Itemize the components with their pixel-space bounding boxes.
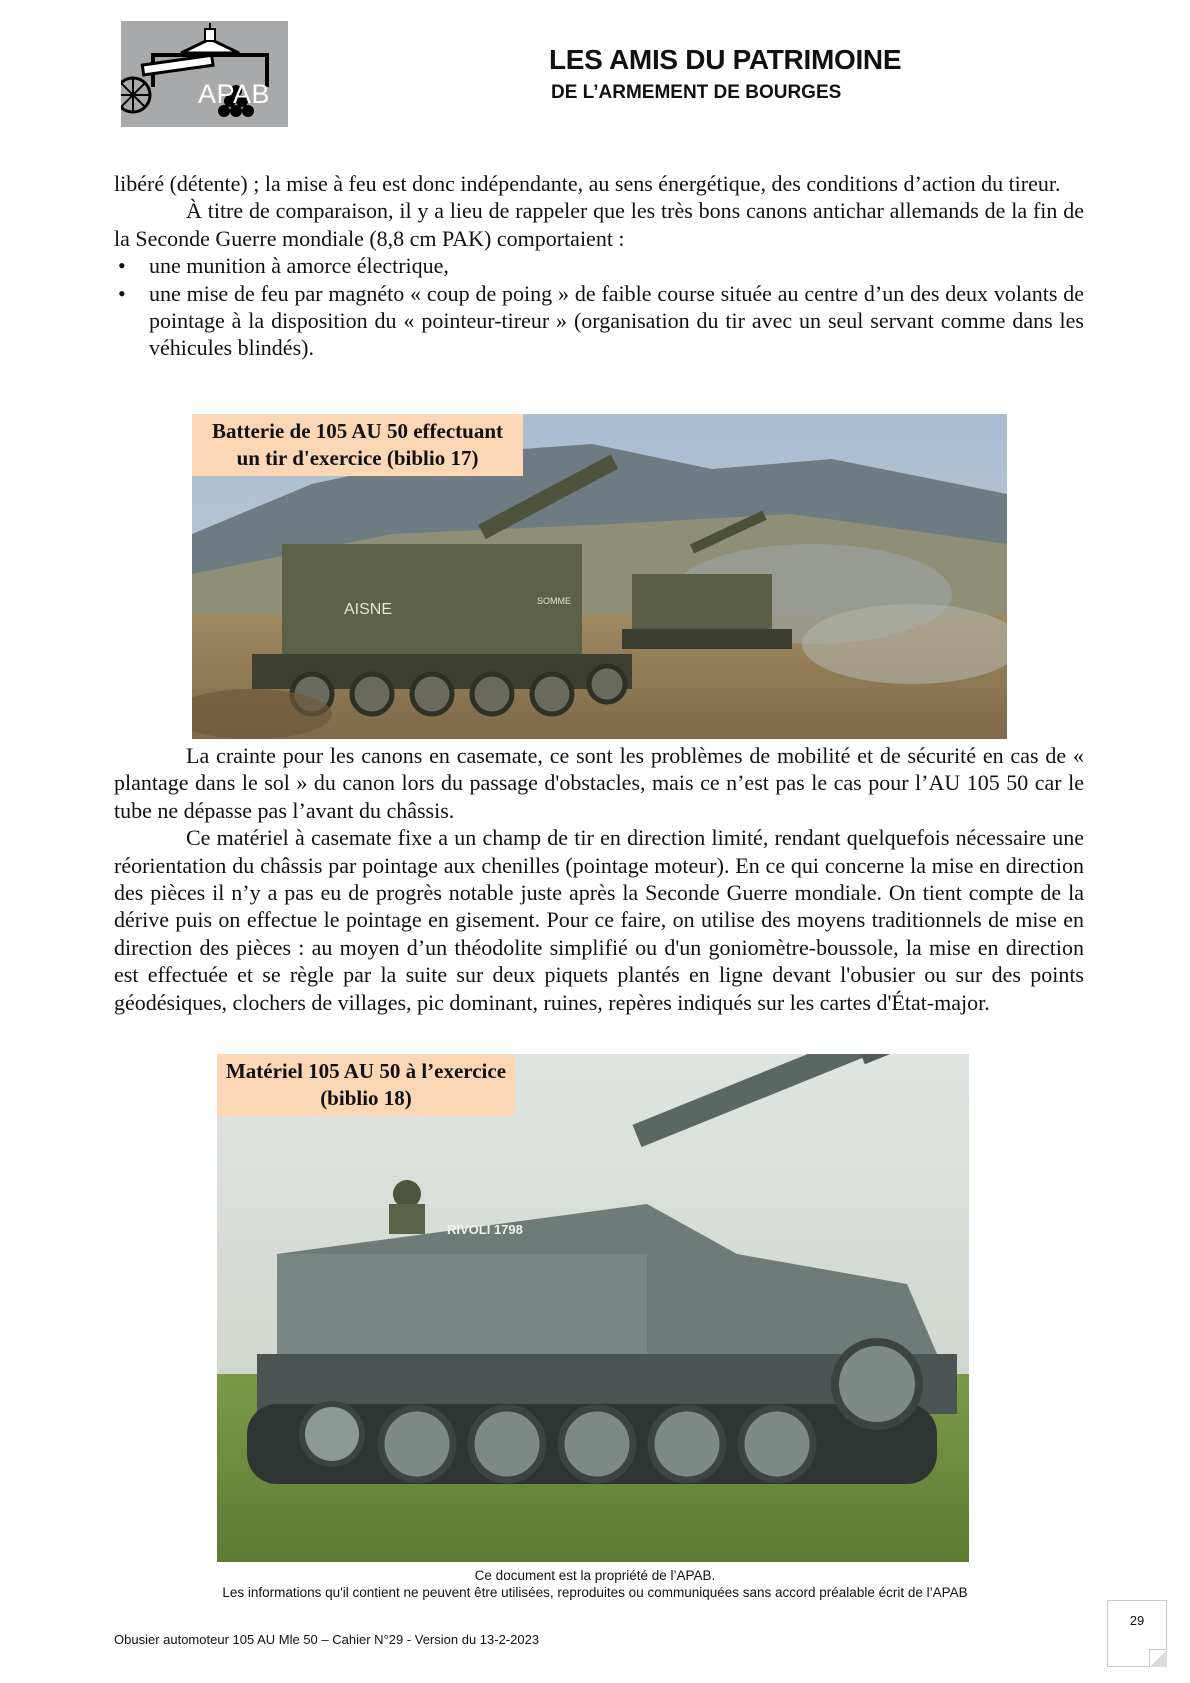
- text-block-2: [114, 742, 1084, 1016]
- footer-ownership: Ce document est la propriété de l’APAB.: [474, 1568, 716, 1583]
- photo-caption: [217, 1054, 515, 1116]
- photo-caption: [192, 414, 523, 476]
- caption-line: un tir d'exercice (biblio 17): [236, 446, 479, 470]
- vehicle-marking: AISNE: [344, 601, 393, 618]
- header-title: LES AMIS DU PATRIMOINE: [549, 44, 902, 75]
- page-number-box: [1107, 1600, 1167, 1667]
- vehicle-marking-2: SOMME: [537, 596, 572, 606]
- paragraph: À titre de comparaison, il y a lieu de rappeler que les très bons canons antichar allemands de la fin de la Seconde Guerre mondiale (8,8 cm PAK) comportaient :: [114, 198, 1084, 251]
- paragraph: Ce matériel à casemate fixe a un champ de tir en direction limité, rendant quelquefois nécessaire une réorientation du châssis par pointage aux chenilles (pointage moteur). En ce qui concerne la mise en direction des pièces il n’y a pas eu de progrès notable juste après la Seconde Guerre mondiale. On tient compte de la dérive puis on effectue le pointage en gisement. Pour ce faire, on utilise des moyens traditionnels de mise en direction des pièces : au moyen d’un théodolite simplifié ou d'un goniomètre-boussole, la mise en direction est effectuée et se règle par la suite sur deux piquets plantés en ligne devant l'obusier ou sur des points géodésiques, clochers de villages, pic dominant, ruines, repères indiqués sur les cartes d'État-major.: [114, 825, 1084, 1015]
- photo-vehicle-exercise: [217, 1054, 969, 1562]
- vehicle-marking: RIVOLI 1798: [447, 1222, 523, 1237]
- header-subtitle: DE L’ARMEMENT DE BOURGES: [551, 82, 842, 103]
- paragraph: libéré (détente) ; la mise à feu est donc indépendante, au sens énergétique, des conditions d’action du tireur.: [114, 171, 1061, 196]
- caption-line: (biblio 18): [320, 1086, 412, 1110]
- caption-line: Matériel 105 AU 50 à l’exercice: [225, 1059, 507, 1083]
- apab-logo: [121, 21, 288, 127]
- logo-text: APAB: [198, 79, 271, 109]
- caption-line: Batterie de 105 AU 50 effectuant: [211, 419, 503, 443]
- text-block-1: [114, 170, 1084, 362]
- list-item: • une munition à amorce électrique,: [114, 252, 1084, 279]
- bullet-list: [114, 252, 1084, 362]
- footer-notice: Les informations qu'il contient ne peuvent être utilisées, reproduites ou communiquées sans accord préalable écrit de l’APAB: [222, 1585, 968, 1600]
- logo-cannon-icon: [121, 21, 288, 127]
- list-item: • une mise de feu par magnéto « coup de poing » de faible course située au centre d’un des deux volants de pointage à la disposition du « pointeur-tireur » (organisation du tir avec un seul servant comme dans les véhicules blindés).: [114, 280, 1084, 362]
- footer-doc-ref: Obusier automoteur 105 AU Mle 50 – Cahier N°29 - Version du 13-2-2023: [114, 1632, 540, 1647]
- page-fold-icon: [1149, 1649, 1167, 1667]
- page-number: 29: [1129, 1613, 1145, 1628]
- paragraph: La crainte pour les canons en casemate, ce sont les problèmes de mobilité et de sécurité en cas de « plantage dans le sol » du canon lors du passage d'obstacles, mais ce n’est pas le cas pour l’AU 105 50 car le tube ne dépasse pas l’avant du châssis.: [114, 743, 1084, 823]
